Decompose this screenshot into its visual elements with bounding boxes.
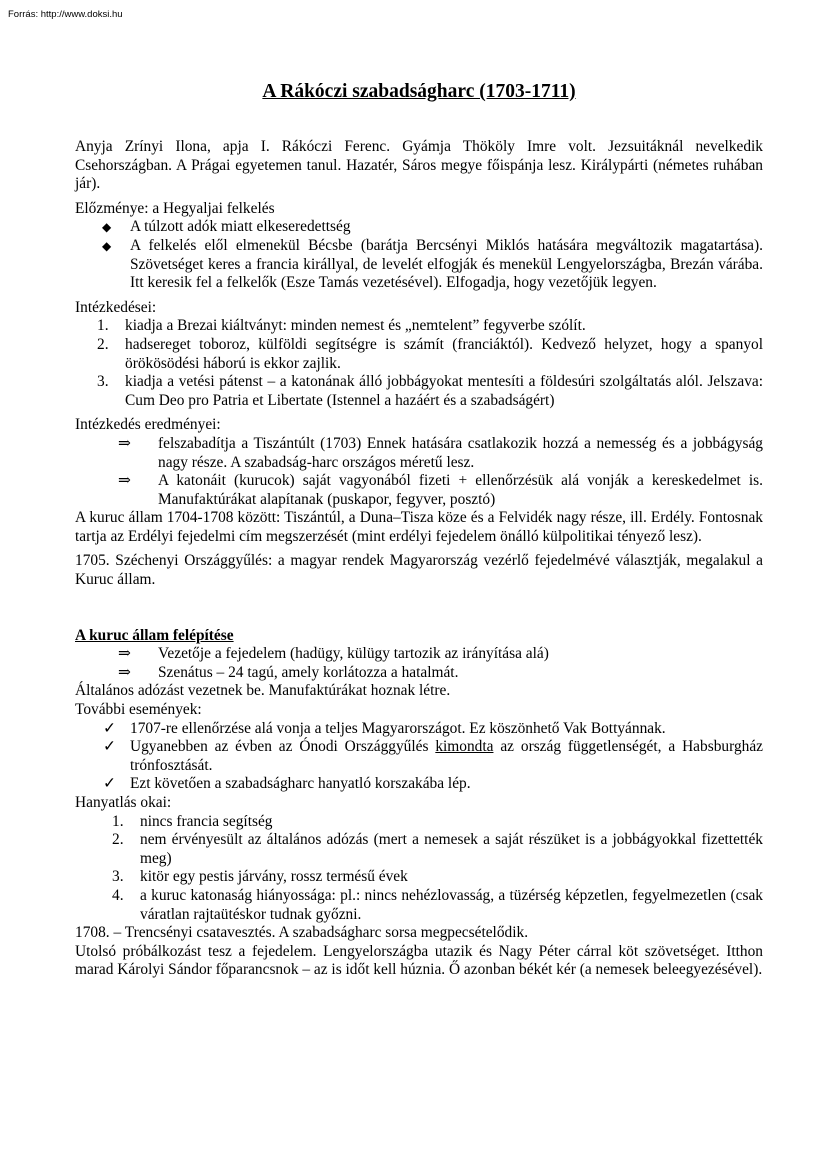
elozmeny-list	[75, 218, 763, 292]
list-item: ⇒ Szenátus – 24 tagú, amely korlátozza a hatalmát.	[118, 663, 459, 681]
document-page	[75, 80, 763, 980]
diamond-bullet-icon: ◆	[102, 238, 112, 253]
adozas-paragraph: Általános adózást vezetnek be. Manufaktúrákat hoznak létre.	[75, 682, 451, 700]
eredmenyei-heading: Intézkedés eredményei:	[75, 416, 221, 434]
kuruc-allam-paragraph: A kuruc állam 1704-1708 között: Tiszántúl, a Duna–Tisza köze és a Felvidék nagy része, ill. Erdély. Fontosnak tartja az Erdélyi fejedelmi cím megszerzését (mint erdélyi fejedelem önálló külpolitikai tényező lesz).	[75, 509, 763, 545]
arrow-right-icon: ⇒	[118, 472, 131, 490]
hanyatlas-heading: Hanyatlás okai:	[75, 794, 172, 811]
arrow-right-icon: ⇒	[118, 663, 131, 681]
felepites-list	[75, 645, 763, 682]
list-item: ✓ Ugyanebben az évben az Ónodi Országgyűlés kimondta az ország függetlenségét, a Habsburgház trónfosztását.	[103, 738, 763, 774]
list-item: 2. nem érvényesült az általános adózás (mert a nemesek a saját részüket is a jobbágyokkal fizettették meg)	[112, 831, 763, 867]
list-item: 3. kitör egy pestis járvány, rossz termésű évek	[112, 868, 408, 886]
list-item: 4. a kuruc katonaság hiányossága: pl.: nincs nehézlovasság, a tüzérség képzetlen, fegyelmezetlen (csak váratlan rajtaütéskor tudnak győzni.	[112, 886, 763, 923]
list-item: 2. hadsereget toboroz, külföldi segítségre is számít (franciáktól). Kedvező helyzet, hogy a spanyol örökösödési háború is ekkor zajlik.	[97, 335, 763, 372]
utolso-paragraph: Utolsó próbálkozást tesz a fejedelem. Lengyelországba utazik és Nagy Péter cárral köt szövetséget. Itthon marad Károlyi Sándor főparancsnok – az is időt kell húznia. Ő azonban békét kér (a nemesek beleegyezésével).	[75, 942, 763, 979]
source-url: Forrás: http://www.doksi.hu	[8, 9, 123, 20]
list-item: ⇒ Vezetője a fejedelem (hadügy, külügy tartozik az irányítása alá)	[118, 645, 549, 663]
list-item: ◆ A felkelés elől elmenekül Bécsbe (barátja Bercsényi Miklós hatására megváltozik magatartása). Szövetséget keres a francia királlyal, de levelét elfogják és menekül Lengyelországba, Brezán várába. Itt keresik fel a felkelők (Esze Tamás vezetésével). Elfogadja, hogy vezetőjük legyen.	[102, 236, 763, 292]
list-item: ◆ A túlzott adók miatt elkeseredettség	[102, 218, 351, 236]
hanyatlas-list	[75, 813, 763, 925]
elozmeny-heading: Előzménye: a Hegyaljai felkelés	[75, 199, 275, 217]
checkmark-icon: ✓	[103, 719, 116, 737]
intezkedesei-list	[75, 317, 763, 410]
szecsenyi-paragraph: 1705. Széchenyi Országgyűlés: a magyar rendek Magyarország vezérlő fejedelmévé választják, megalakul a Kuruc állam.	[75, 552, 763, 589]
list-item: ⇒ A katonáit (kurucok) saját vagyonából fizeti + ellenőrzésük alá vonják a kereskedelmet is. Manufaktúrákat alapítanak (puskapor, fegyver, posztó)	[118, 472, 763, 508]
list-item: ⇒ felszabadítja a Tiszántúlt (1703) Ennek hatására csatlakozik hozzá a nemesség és a jobbágyság nagy része. A szabadság-harc országos méretű lesz.	[118, 434, 763, 471]
list-item: ✓ 1707-re ellenőrzése alá vonja a teljes Magyarországot. Ez köszönhető Vak Bottyánnak.	[103, 719, 666, 737]
tovabbi-list	[75, 720, 763, 794]
list-item: 1. nincs francia segítség	[112, 812, 273, 830]
checkmark-icon: ✓	[103, 738, 116, 756]
intezkedesei-heading: Intézkedései:	[75, 298, 157, 316]
list-item: 1. kiadja a Brezai kiáltványt: minden nemest és „nemtelent” fegyverbe szólít.	[97, 317, 586, 335]
arrow-right-icon: ⇒	[118, 645, 131, 663]
felepites-heading: A kuruc állam felépítése	[75, 626, 234, 644]
arrow-right-icon: ⇒	[118, 434, 131, 452]
diamond-bullet-icon: ◆	[102, 220, 112, 235]
checkmark-icon: ✓	[103, 775, 116, 793]
list-item: 3. kiadja a vetési pátenst – a katonának álló jobbágyokat mentesíti a földesúri szolgáltatás alól. Jelszava: Cum Deo pro Patria et Libertate (Istennel a hazáért és a szabadságért)	[97, 373, 763, 409]
eredmenyei-list	[75, 435, 763, 509]
tovabbi-heading: További események:	[75, 701, 202, 719]
trencseny-paragraph: 1708. – Trencsényi csatavesztés. A szabadságharc sorsa megpecsételődik.	[75, 924, 529, 942]
intro-paragraph: Anyja Zrínyi Ilona, apja I. Rákóczi Ferenc. Gyámja Thököly Imre volt. Jezsuitáknál nevelkedik Csehországban. A Prágai egyetemen tanul. Hazatér, Sáros megye főispánja lesz. Királypárti (németes ruhában jár).	[75, 138, 763, 193]
list-item: ✓ Ezt követően a szabadságharc hanyatló korszakába lép.	[103, 775, 471, 793]
page-title: A Rákóczi szabadságharc (1703-1711)	[262, 81, 576, 102]
